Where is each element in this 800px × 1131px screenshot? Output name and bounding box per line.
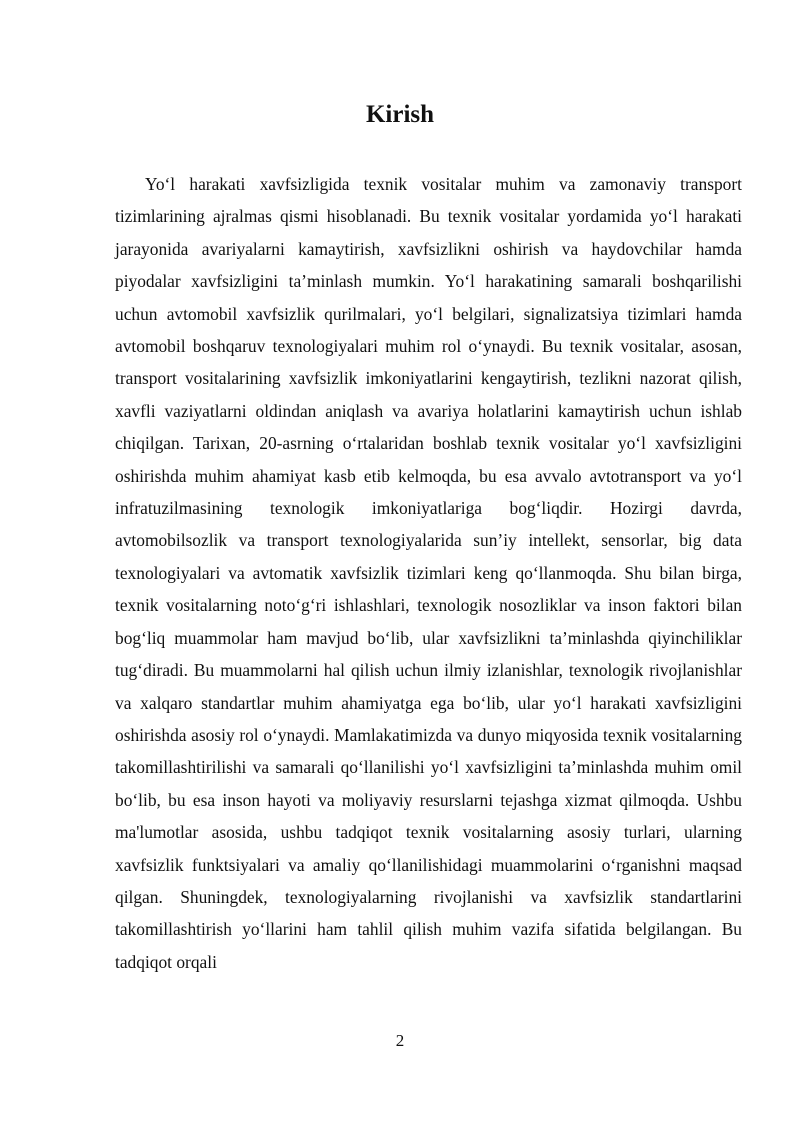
page-title: Kirish	[365, 101, 435, 128]
page-number: 2	[395, 1031, 405, 1050]
body-paragraph: Yo‘l harakati xavfsizligida texnik vositalar muhim va zamonaviy transport tizimlarining ajralmas qismi hisoblanadi. Bu texnik vositalar yordamida yo‘l harakati jarayonida avariyalarni kamaytirish, xavfsizlikni oshirish va haydovchilar hamda piyodalar xavfsizligini ta’minlash mumkin. Yo‘l harakatining samarali boshqarilishi uchun avtomobil xavfsizlik qurilmalari, yo‘l belgilari, signalizatsiya tizimlari hamda avtomobil boshqaruv texnologiyalari muhim rol o‘ynaydi. Bu texnik vositalar, asosan, transport vositalarining xavfsizlik imkoniyatlarini kengaytirish, tezlikni nazorat qilish, xavfli vaziyatlarni oldindan aniqlash va avariya holatlarini kamaytirish uchun ishlab chiqilgan. Tarixan, 20-asrning o‘rtalaridan boshlab texnik vositalar yo‘l xavfsizligini oshirishda muhim ahamiyat kasb etib kelmoqda, bu esa avvalo avtotransport va yo‘l infratuzilmasining texnologik imkoniyatlariga bog‘liqdir. Hozirgi davrda, avtomobilsozlik va transport texnologiyalarida sun’iy intellekt, sensorlar, big data texnologiyalari va avtomatik xavfsizlik tizimlari keng qo‘llanmoqda. Shu bilan birga, texnik vositalarning noto‘g‘ri ishlashlari, texnologik nosozliklar va inson faktori bilan bog‘liq muammolar ham mavjud bo‘lib, ular xavfsizlikni ta’minlashda qiyinchiliklar tug‘diradi. Bu muammolarni hal qilish uchun ilmiy izlanishlar, texnologik rivojlanishlar va xalqaro standartlar muhim ahamiyatga ega bo‘lib, ular yo‘l harakati xavfsizligini oshirishda asosiy rol o‘ynaydi. Mamlakatimizda va dunyo miqyosida texnik vositalarning takomillashtirilishi va samarali qo‘llanilishi yo‘l xavfsizligini ta’minlashda muhim omil bo‘lib, bu esa inson hayoti va moliyaviy resurslarni tejashga xizmat qilmoqda. Ushbu ma'lumotlar asosida, ushbu tadqiqot texnik vositalarning asosiy turlari, ularning xavfsizlik funktsiyalari va amaliy qo‘llanilishidagi muammolarini o‘rganishni maqsad qilgan. Shuningdek, texnologiyalarning rivojlanishi va xavfsizlik standartlarini takomillashtirish yo‘llarini ham tahlil qilish muhim vazifa sifatida belgilangan. Bu tadqiqot orqali	[115, 174, 742, 972]
